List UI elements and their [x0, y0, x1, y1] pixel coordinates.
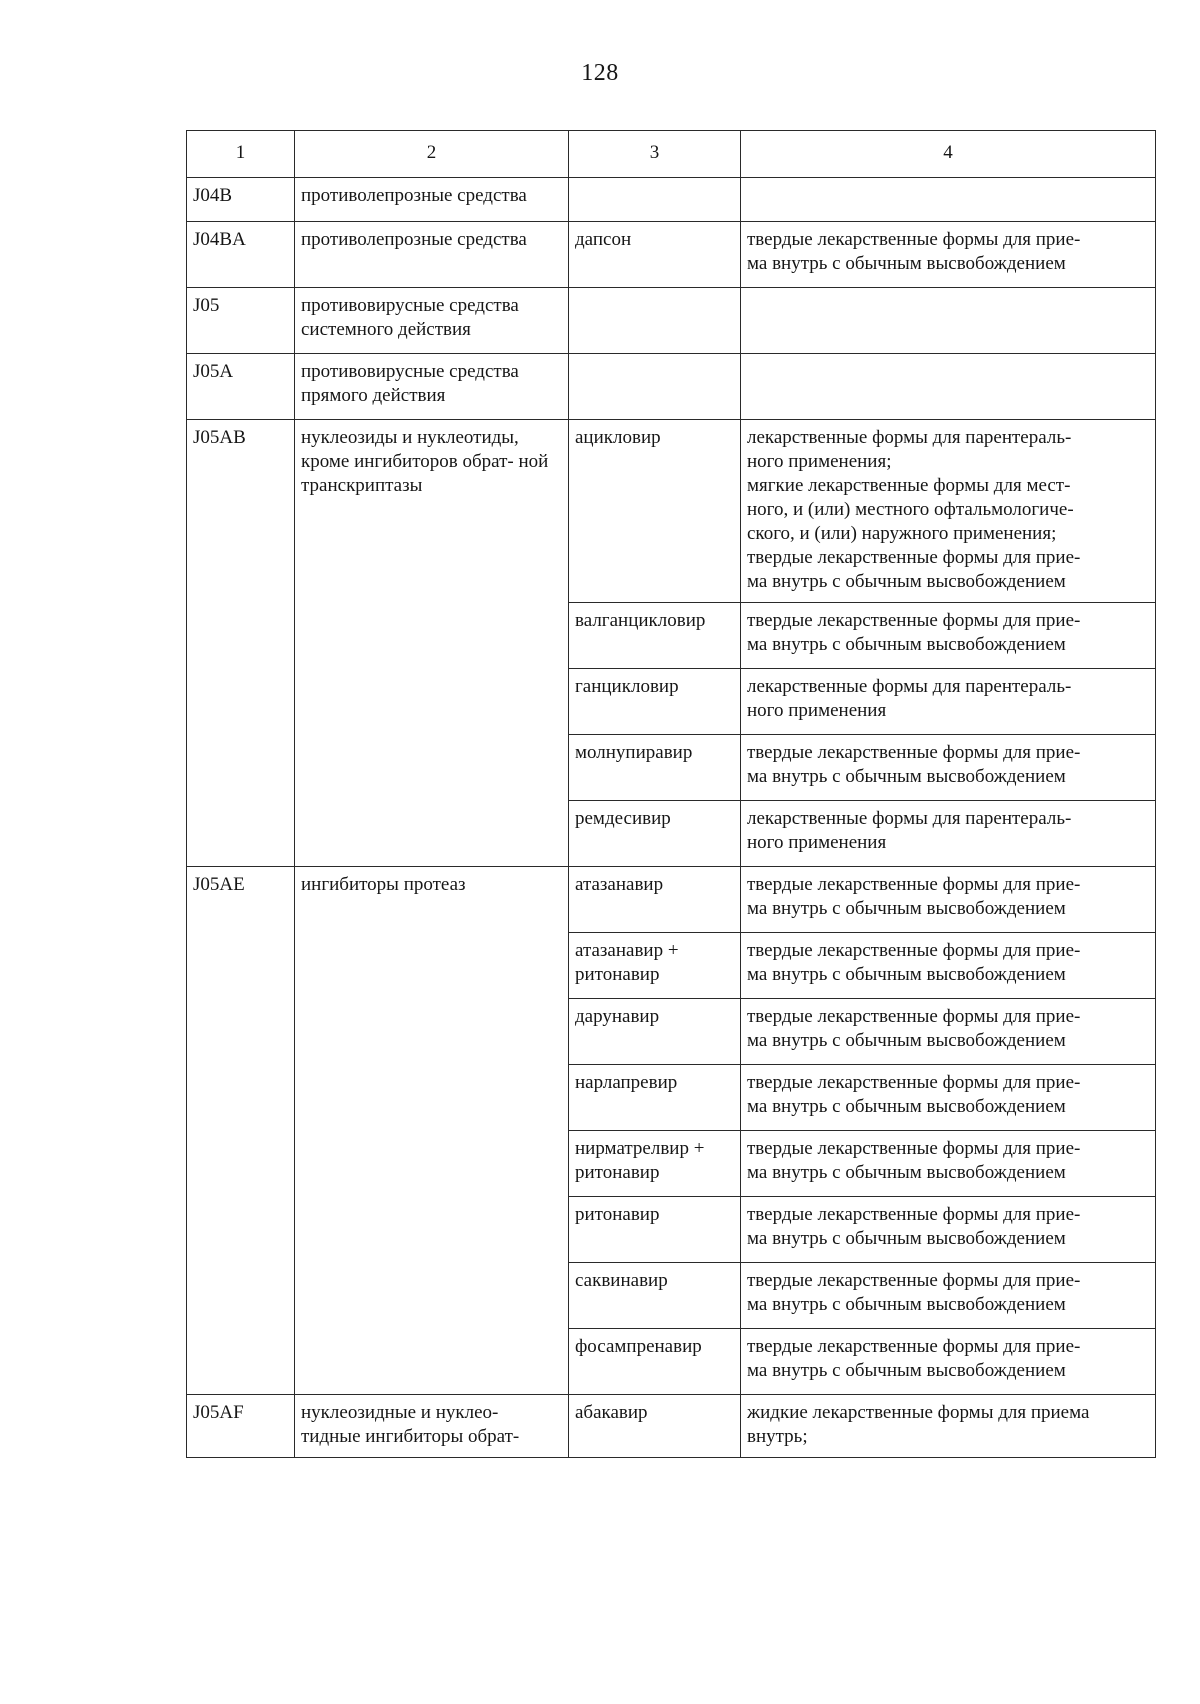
dosage-form-line: ма внутрь с обычным высвобождением	[747, 253, 1066, 274]
dosage-form-line: ного применения	[747, 700, 887, 721]
drug-name-cell: дапсон	[569, 222, 741, 288]
table-row	[187, 288, 1156, 354]
drug-name-cell: нарлапревир	[569, 1065, 741, 1131]
dosage-form-cell	[741, 178, 1156, 222]
dosage-form-line: твердые лекарственные формы для прие-	[747, 1270, 1081, 1291]
drug-name-cell: абакавир	[569, 1395, 741, 1458]
dosage-form-cell	[741, 933, 1156, 999]
drug-name-cell: молнупиравир	[569, 735, 741, 801]
table-row	[187, 178, 1156, 222]
column-header: 3	[569, 131, 741, 178]
atc-code-cell: J05AE	[187, 867, 295, 1395]
dosage-form-line: твердые лекарственные формы для прие-	[747, 1204, 1081, 1225]
dosage-form-cell	[741, 1197, 1156, 1263]
column-header: 4	[741, 131, 1156, 178]
dosage-form-line: твердые лекарственные формы для прие-	[747, 547, 1081, 568]
dosage-form-line: твердые лекарственные формы для прие-	[747, 229, 1081, 250]
drug-name-cell: валганцикловир	[569, 603, 741, 669]
dosage-form-line: жидкие лекарственные формы для приема	[747, 1402, 1090, 1423]
drug-name-cell: атазанавир + ритонавир	[569, 933, 741, 999]
atc-code-cell: J05AF	[187, 1395, 295, 1458]
dosage-form-line: ма внутрь с обычным высвобождением	[747, 1162, 1066, 1183]
group-name-cell: нуклеозидные и нуклео- тидные ингибиторы обрат-	[295, 1395, 569, 1458]
dosage-form-line: ма внутрь с обычным высвобождением	[747, 766, 1066, 787]
dosage-form-line: ма внутрь с обычным высвобождением	[747, 898, 1066, 919]
table-row	[187, 1395, 1156, 1458]
dosage-form-cell	[741, 420, 1156, 603]
drug-name-cell	[569, 354, 741, 420]
drug-name-cell: нирматрелвир + ритонавир	[569, 1131, 741, 1197]
dosage-form-cell	[741, 354, 1156, 420]
dosage-form-cell	[741, 603, 1156, 669]
atc-code-cell: J05	[187, 288, 295, 354]
drug-name-cell	[569, 178, 741, 222]
dosage-form-cell	[741, 222, 1156, 288]
dosage-form-cell	[741, 801, 1156, 867]
dosage-form-line: твердые лекарственные формы для прие-	[747, 1336, 1081, 1357]
drug-name-cell: атазанавир	[569, 867, 741, 933]
dosage-form-line: ма внутрь с обычным высвобождением	[747, 1228, 1066, 1249]
drug-name-cell: дарунавир	[569, 999, 741, 1065]
column-header: 2	[295, 131, 569, 178]
dosage-form-line: твердые лекарственные формы для прие-	[747, 742, 1081, 763]
drug-name-cell: ацикловир	[569, 420, 741, 603]
dosage-form-line: ма внутрь с обычным высвобождением	[747, 1294, 1066, 1315]
dosage-form-line: внутрь;	[747, 1426, 808, 1447]
dosage-form-line: лекарственные формы для парентераль-	[747, 808, 1072, 829]
atc-code-cell: J05AB	[187, 420, 295, 867]
dosage-form-line: лекарственные формы для парентераль-	[747, 676, 1072, 697]
atc-code-cell: J04B	[187, 178, 295, 222]
column-header: 1	[187, 131, 295, 178]
dosage-form-cell	[741, 1329, 1156, 1395]
group-name-cell: противолепрозные средства	[295, 222, 569, 288]
dosage-form-cell	[741, 1065, 1156, 1131]
dosage-form-line: твердые лекарственные формы для прие-	[747, 1138, 1081, 1159]
dosage-form-cell	[741, 1131, 1156, 1197]
drug-name-cell	[569, 288, 741, 354]
atc-code-cell: J04BA	[187, 222, 295, 288]
drug-name-cell: ритонавир	[569, 1197, 741, 1263]
group-name-cell: противовирусные средства системного действия	[295, 288, 569, 354]
dosage-form-line: ного применения;	[747, 451, 892, 472]
dosage-form-cell	[741, 867, 1156, 933]
table-body	[187, 178, 1156, 1458]
dosage-form-line: ма внутрь с обычным высвобождением	[747, 1096, 1066, 1117]
dosage-form-cell	[741, 669, 1156, 735]
dosage-form-line: ма внутрь с обычным высвобождением	[747, 1360, 1066, 1381]
table-row	[187, 420, 1156, 603]
table-row	[187, 222, 1156, 288]
dosage-form-line: ма внутрь с обычным высвобождением	[747, 571, 1066, 592]
drug-name-cell: ганцикловир	[569, 669, 741, 735]
dosage-form-line: ма внутрь с обычным высвобождением	[747, 1030, 1066, 1051]
drug-name-cell: фосампренавир	[569, 1329, 741, 1395]
dosage-form-cell	[741, 1395, 1156, 1458]
dosage-form-line: твердые лекарственные формы для прие-	[747, 610, 1081, 631]
dosage-form-line: ного применения	[747, 832, 887, 853]
table-row	[187, 354, 1156, 420]
dosage-form-cell	[741, 999, 1156, 1065]
drug-table	[186, 130, 1156, 1458]
dosage-form-line: твердые лекарственные формы для прие-	[747, 1072, 1081, 1093]
page-number: 128	[581, 60, 619, 86]
dosage-form-line: ма внутрь с обычным высвобождением	[747, 634, 1066, 655]
group-name-cell: ингибиторы протеаз	[295, 867, 569, 1395]
dosage-form-line: твердые лекарственные формы для прие-	[747, 874, 1081, 895]
dosage-form-line: ского, и (или) наружного применения;	[747, 523, 1057, 544]
group-name-cell: противовирусные средства прямого действия	[295, 354, 569, 420]
dosage-form-line: ного, и (или) местного офтальмологиче-	[747, 499, 1074, 520]
dosage-form-line: твердые лекарственные формы для прие-	[747, 1006, 1081, 1027]
dosage-form-line: мягкие лекарственные формы для мест-	[747, 475, 1071, 496]
dosage-form-cell	[741, 288, 1156, 354]
dosage-form-cell	[741, 735, 1156, 801]
dosage-form-line: ма внутрь с обычным высвобождением	[747, 964, 1066, 985]
dosage-form-cell	[741, 1263, 1156, 1329]
dosage-form-line: твердые лекарственные формы для прие-	[747, 940, 1081, 961]
table-row	[187, 867, 1156, 933]
drug-name-cell: саквинавир	[569, 1263, 741, 1329]
group-name-cell: противолепрозные средства	[295, 178, 569, 222]
atc-code-cell: J05A	[187, 354, 295, 420]
drug-name-cell: ремдесивир	[569, 801, 741, 867]
dosage-form-line: лекарственные формы для парентераль-	[747, 427, 1072, 448]
group-name-cell: нуклеозиды и нуклеотиды, кроме ингибиторов обрат- ной транскриптазы	[295, 420, 569, 867]
header-row	[187, 131, 1156, 178]
